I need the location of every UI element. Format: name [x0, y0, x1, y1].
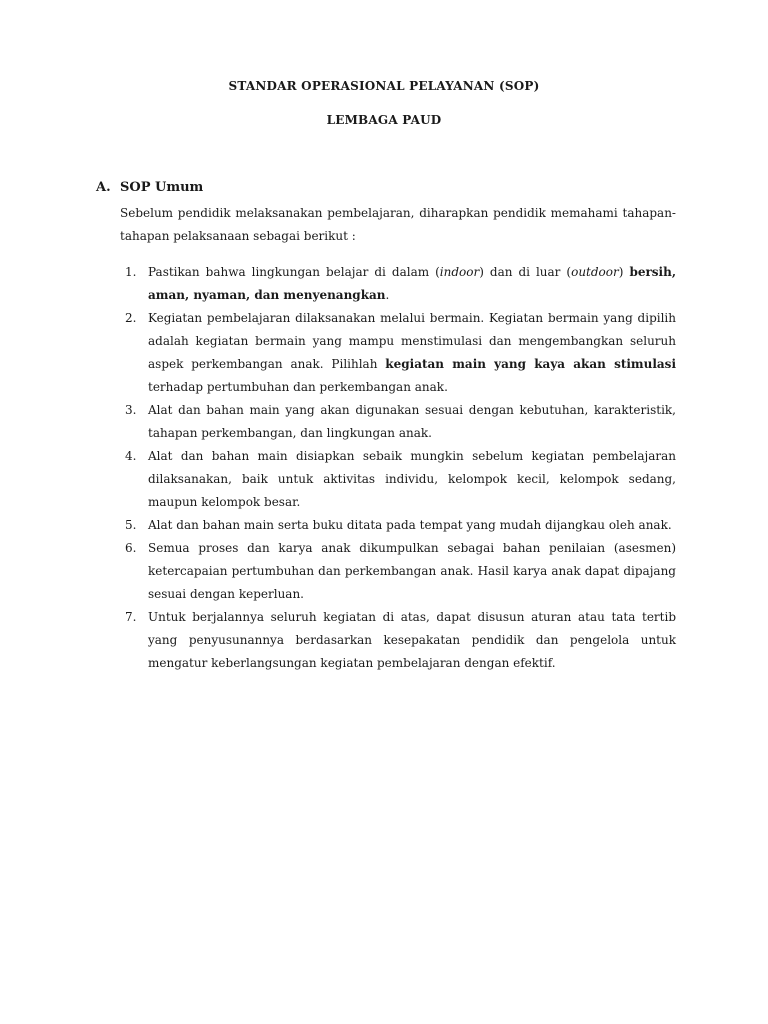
section-sop-umum	[96, 180, 676, 675]
list-item	[96, 399, 676, 445]
list-item	[96, 514, 676, 537]
list-item-text: Kegiatan pembelajaran dilaksanakan melalui bermain. Kegiatan bermain yang dipilih adalah kegiatan bermain yang mampu menstimulasi dan mengembangkan seluruh aspek perkembangan anak. Pilihlah	[148, 311, 676, 371]
list-item	[96, 445, 676, 514]
list-item-text: Alat dan bahan main serta buku ditata pada tempat yang mudah dijangkau oleh anak.	[148, 518, 672, 532]
list-item-text: Pastikan bahwa lingkungan belajar di dalam (	[148, 265, 440, 279]
list-item-text: Alat dan bahan main disiapkan sebaik mungkin sebelum kegiatan pembelajaran dilaksanakan, baik untuk aktivitas individu, kelompok kecil, kelompok sedang, maupun kelompok besar.	[148, 449, 676, 509]
section-intro: Sebelum pendidik melaksanakan pembelajaran, diharapkan pendidik memahami tahapan-tahapan pelaksanaan sebagai berikut :	[120, 206, 676, 243]
sop-list	[96, 261, 676, 675]
list-item	[96, 537, 676, 606]
list-item-italic: indoor	[439, 265, 480, 279]
list-item-text: Semua proses dan karya anak dikumpulkan sebagai bahan penilaian (asesmen) ketercapaian pertumbuhan dan perkembangan anak. Hasil karya anak dapat dipajang sesuai dengan keperluan.	[148, 541, 676, 601]
document-title: STANDAR OPERASIONAL PELAYANAN (SOP)	[228, 79, 540, 93]
list-item-bold: kegiatan main yang kaya akan stimulasi	[385, 357, 676, 371]
list-item-number: 2.	[125, 311, 137, 325]
list-item-text: )	[618, 265, 630, 279]
list-item-text: ) dan di luar (	[479, 265, 572, 279]
list-item	[96, 307, 676, 399]
section-letter: A.	[96, 180, 111, 195]
list-item-text: terhadap pertumbuhan dan perkembangan anak.	[148, 380, 448, 394]
document-subtitle: LEMBAGA PAUD	[326, 113, 442, 127]
list-item-number: 7.	[125, 610, 137, 624]
list-item	[96, 606, 676, 675]
list-item-number: 5.	[125, 518, 137, 532]
list-item-italic: outdoor	[571, 265, 619, 279]
section-heading	[96, 180, 676, 196]
list-item-text: .	[385, 288, 390, 302]
list-item-number: 1.	[125, 265, 137, 279]
list-item-text: Untuk berjalannya seluruh kegiatan di atas, dapat disusun aturan atau tata tertib yang penyusunannya berdasarkan kesepakatan pendidik dan pengelola untuk mengatur keberlangsungan kegiatan pembelajaran dengan efektif.	[148, 610, 676, 670]
list-item-bold: bersih, aman, nyaman, dan menyenangkan	[148, 265, 677, 302]
list-item-number: 3.	[125, 403, 137, 417]
section-heading-text: SOP Umum	[120, 180, 204, 195]
list-item	[96, 261, 676, 307]
list-item-number: 4.	[125, 449, 137, 463]
list-item-text: Alat dan bahan main yang akan digunakan sesuai dengan kebutuhan, karakteristik, tahapan perkembangan, dan lingkungan anak.	[148, 403, 676, 440]
list-item-number: 6.	[125, 541, 137, 555]
